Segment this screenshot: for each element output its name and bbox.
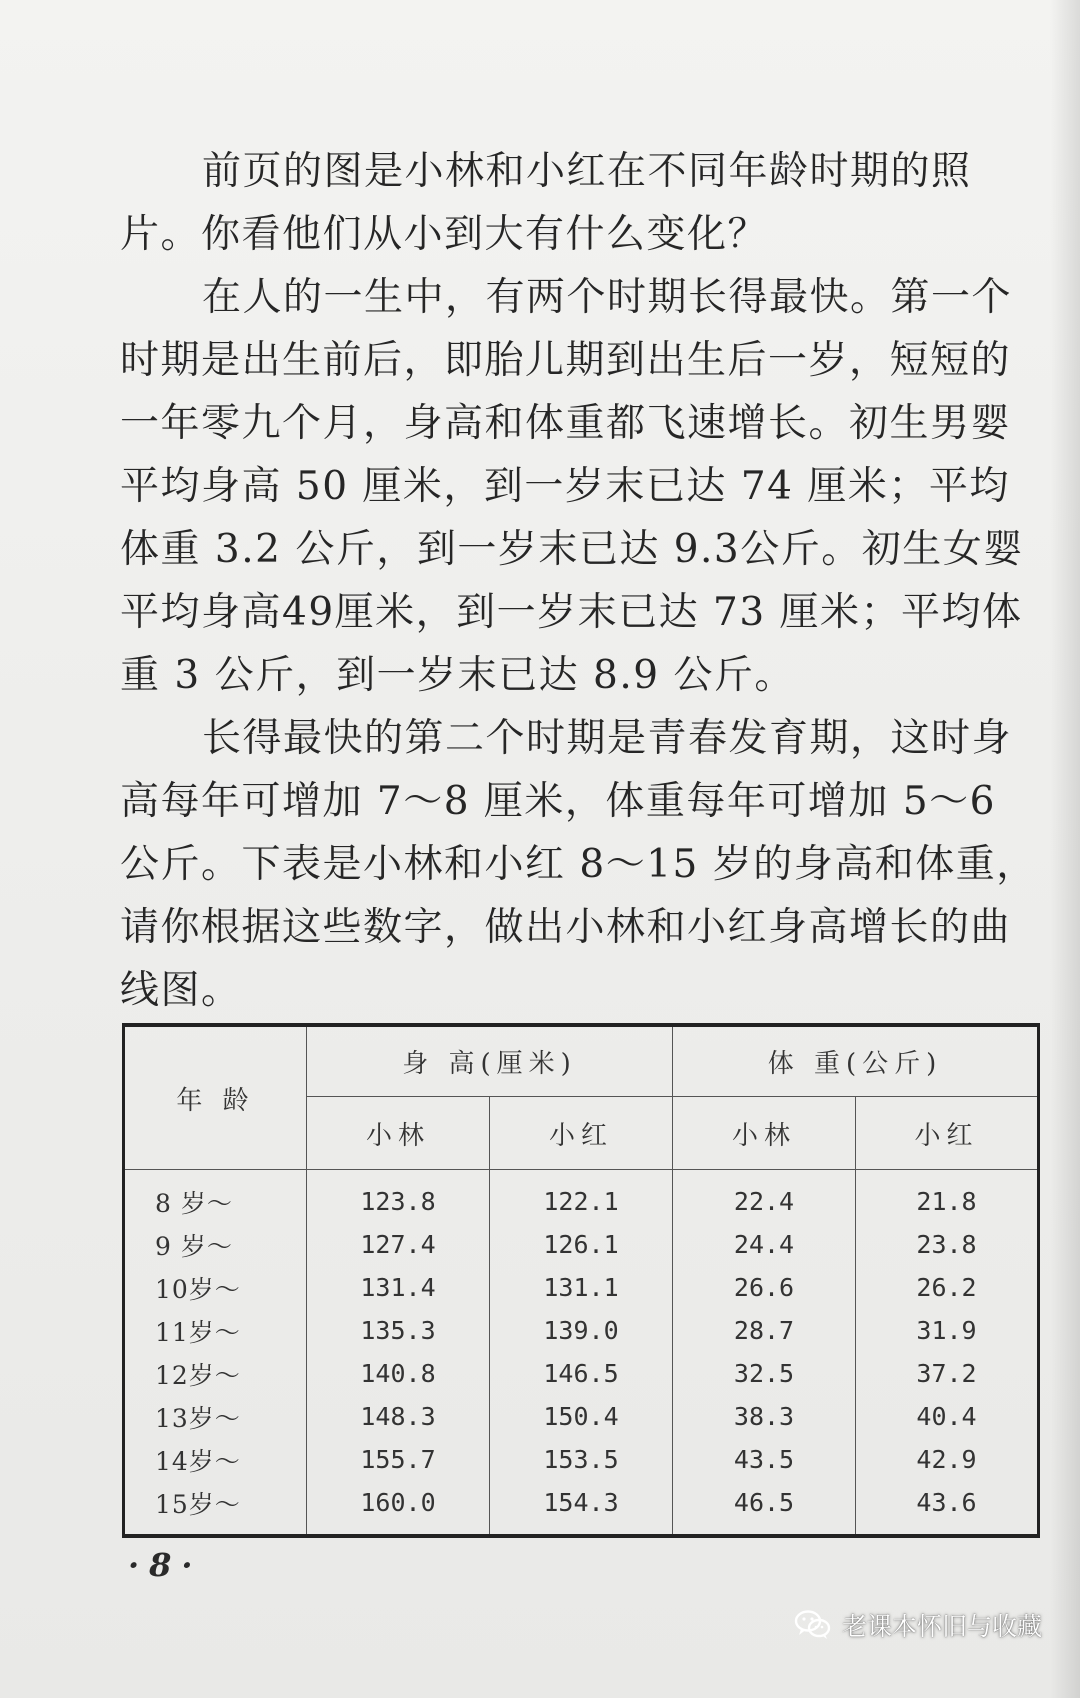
height-xiaolin-cell: 127.4 xyxy=(307,1223,490,1266)
paragraph-growth-periods xyxy=(120,266,1050,707)
height-xiaolin-cell: 123.8 xyxy=(307,1170,490,1224)
age-cell: 13岁～ xyxy=(124,1395,307,1438)
table-header-row xyxy=(124,1025,1039,1097)
weight-xiaolin-cell: 38.3 xyxy=(673,1395,856,1438)
weight-xiaohong-cell: 43.6 xyxy=(856,1481,1039,1536)
weight-xiaolin-cell: 22.4 xyxy=(673,1170,856,1224)
age-cell: 11岁～ xyxy=(124,1309,307,1352)
weight-xiaohong-cell: 26.2 xyxy=(856,1266,1039,1309)
table-row xyxy=(124,1395,1039,1438)
wechat-icon xyxy=(794,1609,832,1641)
height-xiaolin-header: 小林 xyxy=(307,1097,490,1170)
table-row xyxy=(124,1266,1039,1309)
height-xiaohong-cell: 131.1 xyxy=(490,1266,673,1309)
height-xiaolin-cell: 131.4 xyxy=(307,1266,490,1309)
weight-xiaohong-cell: 21.8 xyxy=(856,1170,1039,1224)
page-number-value: 8 xyxy=(149,1546,182,1584)
table-row xyxy=(124,1170,1039,1224)
weight-xiaohong-cell: 40.4 xyxy=(856,1395,1039,1438)
age-cell: 9 岁～ xyxy=(124,1223,307,1266)
height-xiaolin-cell: 148.3 xyxy=(307,1395,490,1438)
weight-xiaolin-cell: 26.6 xyxy=(673,1266,856,1309)
paragraph-growth-periods-text: 在人的一生中，有两个时期长得最快。第一个时期是出生前后，即胎儿期到出生后一岁，短短的一年零九个月，身高和体重都飞速增长。初生男婴平均身高 50 厘米，到一岁末已达 74 厘米；平均体重 3.2 公斤，到一岁末已达 9.3公斤。初生女婴平均身高49厘米，到一岁末已达 73 厘米；平均体重 3 公斤，到一岁末已达 8.9 公斤。 xyxy=(120,275,1024,698)
paragraph-intro-text: 前页的图是小林和小红在不同年龄时期的照片。你看他们从小到大有什么变化？ xyxy=(120,149,972,257)
weight-xiaolin-cell: 28.7 xyxy=(673,1309,856,1352)
height-xiaohong-cell: 126.1 xyxy=(490,1223,673,1266)
paragraph-intro xyxy=(120,140,1050,266)
age-cell: 14岁～ xyxy=(124,1438,307,1481)
table-row xyxy=(124,1309,1039,1352)
page-edge-shadow xyxy=(1050,0,1080,1698)
watermark-text: 老课本怀旧与收藏 xyxy=(842,1612,1043,1641)
growth-table xyxy=(122,1023,1040,1538)
weight-xiaohong-header: 小红 xyxy=(856,1097,1039,1170)
watermark xyxy=(794,1607,1042,1643)
paragraph-puberty xyxy=(120,707,1050,1022)
page-number xyxy=(128,1546,203,1584)
height-xiaolin-cell: 135.3 xyxy=(307,1309,490,1352)
age-cell: 12岁～ xyxy=(124,1352,307,1395)
height-xiaohong-cell: 153.5 xyxy=(490,1438,673,1481)
height-xiaohong-cell: 139.0 xyxy=(490,1309,673,1352)
height-xiaolin-cell: 160.0 xyxy=(307,1481,490,1536)
age-cell: 8 岁～ xyxy=(124,1170,307,1224)
height-xiaohong-cell: 154.3 xyxy=(490,1481,673,1536)
age-column-header: 年 龄 xyxy=(124,1025,307,1170)
weight-xiaolin-cell: 24.4 xyxy=(673,1223,856,1266)
weight-xiaohong-cell: 23.8 xyxy=(856,1223,1039,1266)
height-xiaohong-cell: 150.4 xyxy=(490,1395,673,1438)
table-row xyxy=(124,1352,1039,1395)
table-row xyxy=(124,1481,1039,1536)
weight-xiaolin-cell: 46.5 xyxy=(673,1481,856,1536)
page-number-dot-right: · xyxy=(181,1546,203,1584)
weight-group-header: 体 重(公斤) xyxy=(673,1025,1039,1097)
weight-xiaohong-cell: 31.9 xyxy=(856,1309,1039,1352)
weight-xiaolin-cell: 43.5 xyxy=(673,1438,856,1481)
height-xiaolin-cell: 155.7 xyxy=(307,1438,490,1481)
height-xiaohong-cell: 122.1 xyxy=(490,1170,673,1224)
weight-xiaohong-cell: 42.9 xyxy=(856,1438,1039,1481)
page-number-dot-left: · xyxy=(128,1546,150,1584)
weight-xiaohong-cell: 37.2 xyxy=(856,1352,1039,1395)
height-xiaolin-cell: 140.8 xyxy=(307,1352,490,1395)
age-cell: 15岁～ xyxy=(124,1481,307,1536)
weight-xiaolin-header: 小林 xyxy=(673,1097,856,1170)
weight-xiaolin-cell: 32.5 xyxy=(673,1352,856,1395)
age-cell: 10岁～ xyxy=(124,1266,307,1309)
table-row xyxy=(124,1438,1039,1481)
height-group-header: 身 高(厘米) xyxy=(307,1025,673,1097)
paragraph-puberty-text: 长得最快的第二个时期是青春发育期，这时身高每年可增加 7～8 厘米，体重每年可增加 5～6 公斤。下表是小林和小红 8～15 岁的身高和体重，请你根据这些数字，做出小林和小红身高增长的曲线图。 xyxy=(120,716,1037,1013)
height-xiaohong-header: 小红 xyxy=(490,1097,673,1170)
table-row xyxy=(124,1223,1039,1266)
growth-table-container xyxy=(122,1023,1040,1519)
height-xiaohong-cell: 146.5 xyxy=(490,1352,673,1395)
